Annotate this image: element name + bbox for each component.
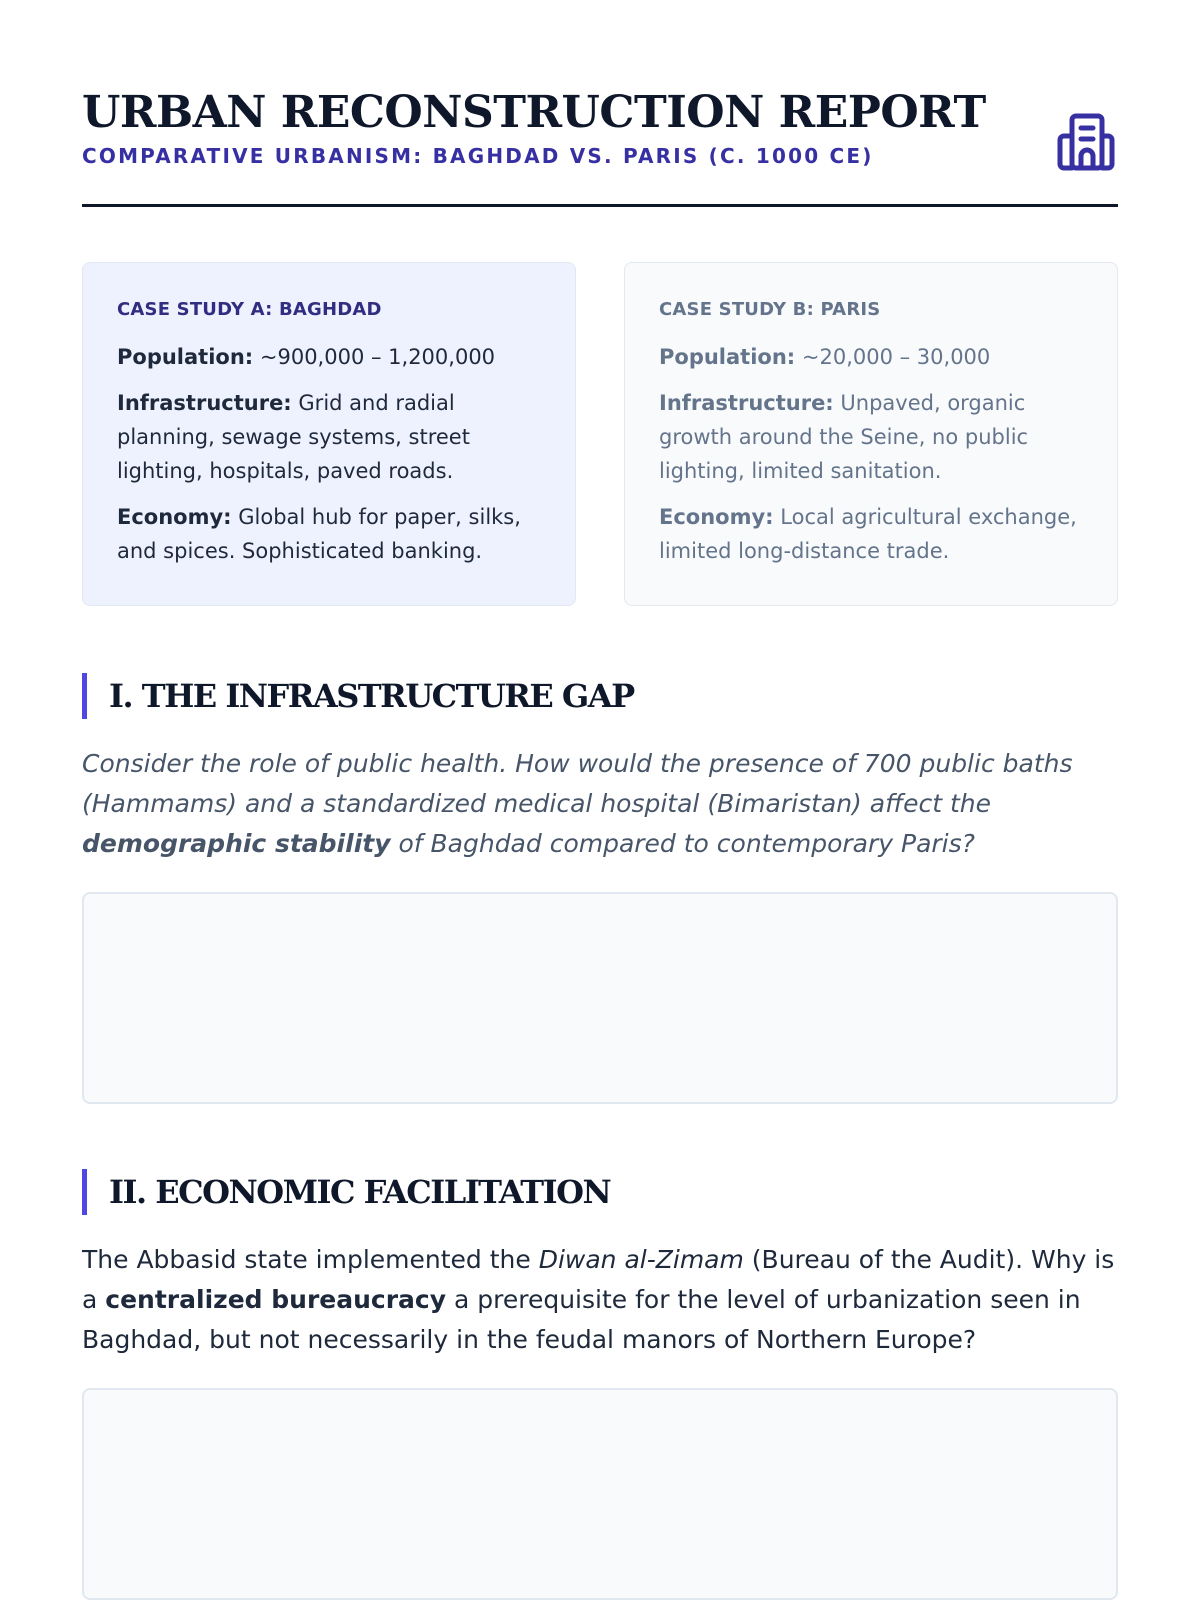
economy-label: Economy: (659, 505, 774, 529)
section-accent-bar (82, 1169, 87, 1215)
question-infrastructure (82, 744, 1118, 864)
building-icon (1054, 110, 1118, 174)
case-title: CASE STUDY B: PARIS (659, 299, 881, 320)
question-text: of Baghdad compared to contemporary Paris? (390, 829, 975, 858)
economy-value: Local agricultural exchange, limited long-distance trade. (659, 505, 1077, 563)
answer-box-infrastructure[interactable] (82, 892, 1118, 1104)
population-row (659, 340, 1083, 374)
economy-value: Global hub for paper, silks, and spices. Sophisticated banking. (117, 505, 521, 563)
economy-label: Economy: (117, 505, 232, 529)
infrastructure-label: Infrastructure: (117, 391, 292, 415)
question-emphasis: centralized bureaucracy (105, 1285, 447, 1314)
population-value: ~20,000 – 30,000 (801, 345, 991, 369)
question-economic (82, 1240, 1118, 1360)
case-study-paris (624, 262, 1118, 606)
infrastructure-value: Unpaved, organic growth around the Seine, no public lighting, limited sanitation. (659, 391, 1029, 483)
case-title: CASE STUDY A: BAGHDAD (117, 299, 382, 320)
economy-row (659, 500, 1083, 568)
infrastructure-row (659, 386, 1083, 488)
report-header (82, 0, 1118, 207)
question-text: (Bureau of the Audit). Why is a (82, 1245, 1115, 1314)
answer-box-economic[interactable] (82, 1388, 1118, 1600)
question-text: Consider the role of public health. How would the presence of 700 public baths (Hammams) and a standardized medical hospital (Bimaristan) affect the (82, 749, 1073, 818)
population-label: Population: (659, 345, 796, 369)
section-title: II. ECONOMIC FACILITATION (109, 1173, 611, 1211)
section-title: I. THE INFRASTRUCTURE GAP (109, 677, 634, 715)
question-term: Diwan al-Zimam (538, 1245, 744, 1274)
population-row (117, 340, 541, 374)
section-accent-bar (82, 673, 87, 719)
report-subtitle: COMPARATIVE URBANISM: BAGHDAD VS. PARIS (C. 1000 CE) (82, 144, 874, 168)
infrastructure-label: Infrastructure: (659, 391, 834, 415)
report-title: URBAN RECONSTRUCTION REPORT (82, 87, 986, 138)
population-label: Population: (117, 345, 254, 369)
economy-row (117, 500, 541, 568)
case-studies (82, 262, 1118, 606)
infrastructure-row (117, 386, 541, 488)
question-emphasis: demographic stability (82, 829, 391, 858)
population-value: ~900,000 – 1,200,000 (259, 345, 496, 369)
infrastructure-value: Grid and radial planning, sewage systems, street lighting, hospitals, paved roads. (117, 391, 470, 483)
question-text: a prerequisite for the level of urbanization seen in Baghdad, but not necessarily in the feudal manors of Northern Europe? (82, 1285, 1081, 1354)
case-study-baghdad (82, 262, 576, 606)
section-heading-infrastructure (82, 672, 1118, 720)
question-text: The Abbasid state implemented the (82, 1245, 539, 1274)
section-heading-economic (82, 1168, 1118, 1216)
